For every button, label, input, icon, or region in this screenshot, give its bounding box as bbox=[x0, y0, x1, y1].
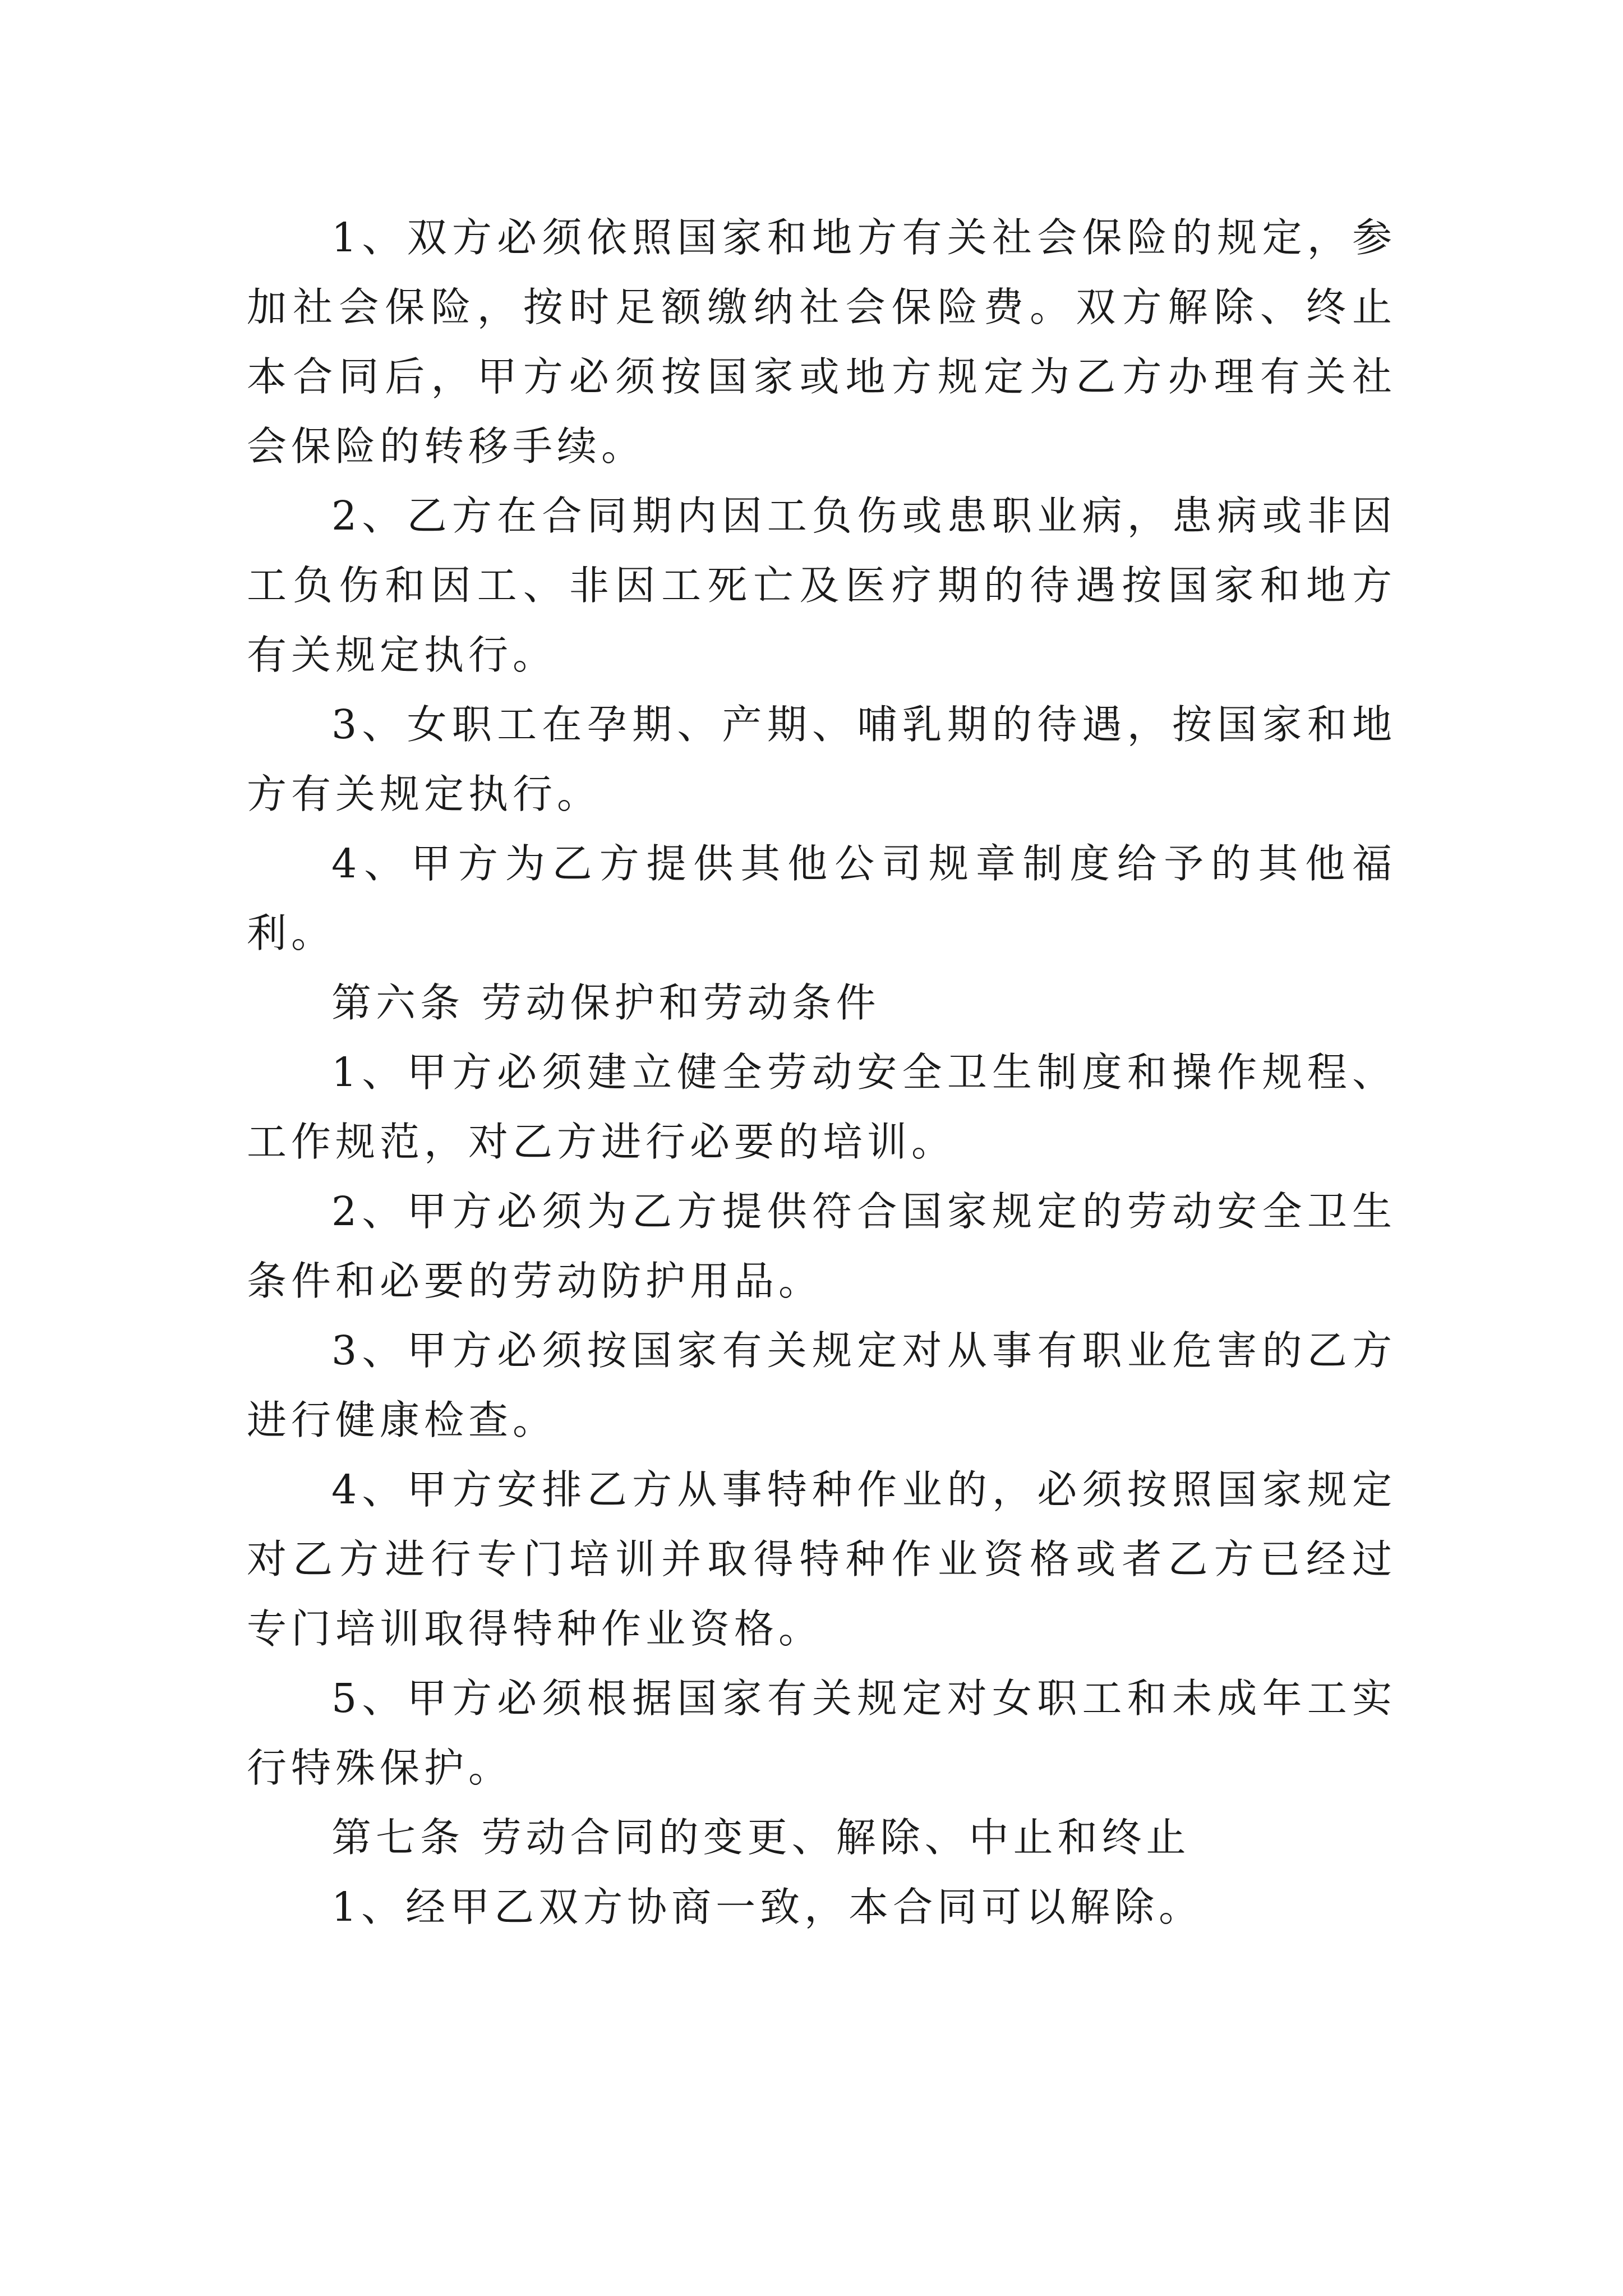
document-body bbox=[247, 203, 1396, 1942]
paragraph-mutual-termination: 1、经甲乙双方协商一致，本合同可以解除。 bbox=[331, 1884, 1204, 1930]
paragraph-health-check: 3、甲方必须按国家有关规定对从事有职业危害的乙方进行健康检查。 bbox=[247, 1327, 1396, 1443]
paragraph-safety-conditions: 2、甲方必须为乙方提供符合国家规定的劳动安全卫生条件和必要的劳动防护用品。 bbox=[247, 1188, 1396, 1304]
paragraph-special-protection: 5、甲方必须根据国家有关规定对女职工和未成年工实行特殊保护。 bbox=[247, 1675, 1396, 1791]
article-6-heading: 第六条 劳动保护和劳动条件 bbox=[331, 979, 880, 1026]
article-7-heading: 第七条 劳动合同的变更、解除、中止和终止 bbox=[331, 1814, 1191, 1861]
paragraph-special-operations: 4、甲方安排乙方从事特种作业的，必须按照国家规定对乙方进行专门培训并取得特种作业资格或者乙方已经过专门培训取得特种作业资格。 bbox=[247, 1466, 1396, 1652]
paragraph-other-benefits: 4、甲方为乙方提供其他公司规章制度给予的其他福利。 bbox=[247, 840, 1396, 956]
paragraph-female-employees: 3、女职工在孕期、产期、哺乳期的待遇，按国家和地方有关规定执行。 bbox=[247, 701, 1396, 817]
paragraph-social-insurance: 1、双方必须依照国家和地方有关社会保险的规定，参加社会保险，按时足额缴纳社会保险费。双方解除、终止本合同后，甲方必须按国家或地方规定为乙方办理有关社会保险的转移手续。 bbox=[247, 214, 1396, 470]
paragraph-work-injury: 2、乙方在合同期内因工负伤或患职业病，患病或非因工负伤和因工、非因工死亡及医疗期的待遇按国家和地方有关规定执行。 bbox=[247, 493, 1396, 678]
paragraph-safety-system: 1、甲方必须建立健全劳动安全卫生制度和操作规程、工作规范，对乙方进行必要的培训。 bbox=[247, 1049, 1396, 1165]
